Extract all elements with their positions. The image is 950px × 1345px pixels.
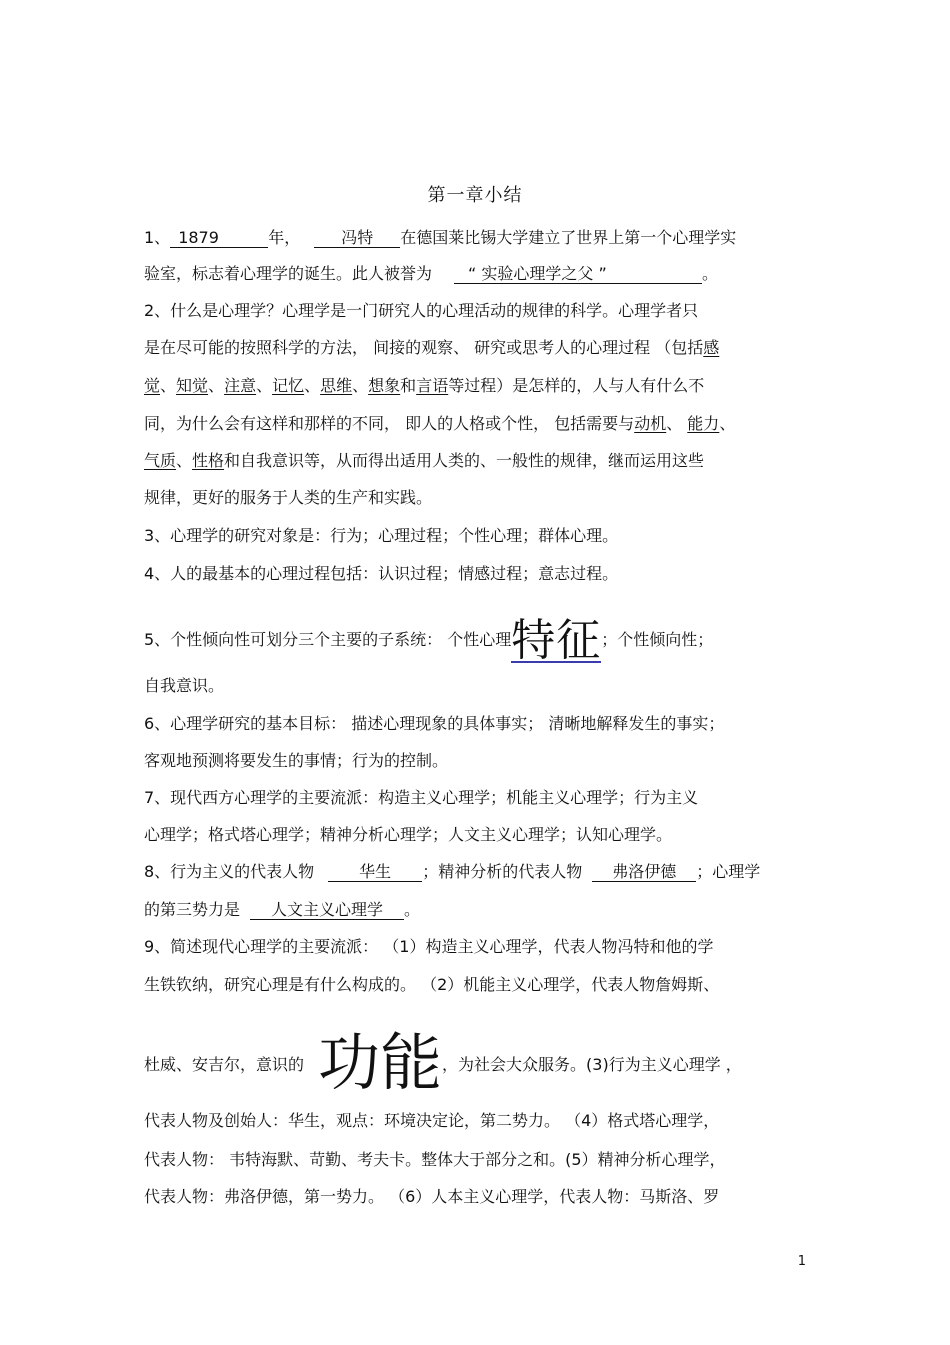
q1-number: 1、 [144, 228, 171, 247]
q2-line3-text: 等过程）是怎样的，人与人有什么不 [448, 376, 705, 395]
q9-line1: 9、简述现代心理学的主要流派： （1）构造主义心理学，代表人物冯特和他的学 [144, 937, 714, 956]
q5-text-a: 5、个性倾向性可划分三个主要的子系统： 个性心理 [144, 630, 512, 649]
q2-term-motivation: 动机 [634, 414, 667, 433]
q2-line3 [144, 376, 704, 396]
q2-term-gan: 感 [703, 338, 720, 357]
q2-sep: 、 [176, 451, 193, 470]
q5-line2: 自我意识。 [144, 676, 225, 695]
q8-psychoanalysis-rep-blank: 弗洛伊德 [592, 863, 696, 882]
q8-text-d: 的第三势力是 [144, 900, 241, 919]
q2-term-jue: 觉 [144, 376, 161, 395]
q6-line1: 6、心理学研究的基本目标： 描述心理现象的具体事实； 清晰地解释发生的事实； [144, 714, 725, 733]
q2-sep: 、 [160, 376, 177, 395]
q2-term-thinking: 思维 [320, 376, 353, 395]
page-number: 1 [797, 1254, 806, 1269]
q1-text3: 验室，标志着心理学的诞生。此人被誉为 [144, 264, 433, 283]
q2-term-imagination: 想象 [368, 376, 401, 395]
q1-honor-blank: “ 实验心理学之父 ” [454, 265, 702, 284]
q2-term-memory: 记忆 [272, 376, 305, 395]
q9-line6: 代表人物：弗洛伊德，第一势力。 （6）人本主义心理学，代表人物：马斯洛、罗 [144, 1187, 720, 1206]
q2-sep: 、 [304, 376, 321, 395]
q2-term-ability: 能力 [687, 414, 720, 433]
q9-line3 [144, 1026, 742, 1099]
q2-sep: 、 [208, 376, 225, 395]
q5-text-b: ；个性倾向性； [601, 630, 714, 649]
q7-line1: 7、现代西方心理学的主要流派：构造主义心理学；机能主义心理学；行为主义 [144, 788, 699, 807]
q9-line4: 代表人物及创始人：华生，观点：环境决定论，第二势力。 （4）格式塔心理学， [144, 1111, 720, 1130]
q2-line1: 2、什么是心理学？心理学是一门研究人的心理活动的规律的科学。心理学者只 [144, 301, 699, 320]
q2-line4 [144, 414, 735, 434]
q1-line1 [144, 228, 736, 248]
q2-line5 [144, 451, 704, 471]
q2-sep: 、 [352, 376, 369, 395]
q9-line3-text-a: 杜威、安吉尔，意识的 [144, 1055, 305, 1074]
q1-text1: 年， [268, 228, 301, 247]
q1-person-blank: 冯特 [314, 229, 400, 248]
q2-sep: 、 [719, 414, 736, 433]
q9-line5: 代表人物： 韦特海默、苛勤、考夫卡。整体大于部分之和。(5）精神分析心理学， [144, 1150, 726, 1169]
q2-term-temperament: 气质 [144, 451, 177, 470]
q9-big-word: 功能 [318, 1026, 443, 1099]
q1-text4: 。 [702, 264, 719, 283]
page-title: 第一章小结 [427, 185, 523, 206]
q2-sep: 、 [256, 376, 273, 395]
q2-sep: 、 [666, 414, 688, 433]
q2-term-perception: 知觉 [176, 376, 209, 395]
q8-third-force-blank: 人文主义心理学 [250, 901, 404, 920]
q7-line2: 心理学；格式塔心理学；精神分析心理学；人文主义心理学；认知心理学。 [144, 825, 673, 844]
q2-term-character: 性格 [192, 451, 225, 470]
q4-line: 4、人的最基本的心理过程包括：认识过程；情感过程；意志过程。 [144, 564, 619, 583]
q8-line2 [144, 900, 420, 920]
q2-line5-text: 和自我意识等，从而得出适用人类的、一般性的规律，继而运用这些 [224, 451, 705, 470]
q8-text-b: ；精神分析的代表人物 [422, 862, 583, 881]
q1-line2 [144, 264, 718, 284]
q9-line2: 生铁钦纳，研究心理是有什么构成的。 （2）机能主义心理学，代表人物詹姆斯、 [144, 975, 720, 994]
q8-line1 [144, 862, 760, 882]
q2-term-attention: 注意 [224, 376, 257, 395]
q1-year-blank: 1879 [170, 229, 268, 248]
q8-text-c: ；心理学 [696, 862, 761, 881]
q2-line2 [144, 338, 719, 358]
q8-text-a: 8、行为主义的代表人物 [144, 862, 315, 881]
q2-line6: 规律，更好的服务于人类的生产和实践。 [144, 488, 433, 507]
q2-text-and: 和 [400, 376, 417, 395]
q9-line3-text-b: ，为社会大众服务。(3)行为主义心理学 ， [442, 1055, 742, 1074]
q2-term-language: 言语 [416, 376, 449, 395]
q3-line: 3、心理学的研究对象是：行为；心理过程；个性心理；群体心理。 [144, 526, 619, 545]
q8-text-e: 。 [404, 900, 421, 919]
q1-text2: 在德国莱比锡大学建立了世界上第一个心理学实 [400, 228, 737, 247]
q2-line4-text: 同，为什么会有这样和那样的不同， 即人的人格或个性， 包括需要与 [144, 414, 635, 433]
q5-big-word: 特征 [511, 615, 602, 666]
q2-line2-text: 是在尽可能的按照科学的方法， 间接的观察、 研究或思考人的心理过程 （包括 [144, 338, 704, 357]
q8-behaviorism-rep-blank: 华生 [328, 863, 422, 882]
q5-line1 [144, 615, 714, 666]
q6-line2: 客观地预测将要发生的事情；行为的控制。 [144, 751, 449, 770]
